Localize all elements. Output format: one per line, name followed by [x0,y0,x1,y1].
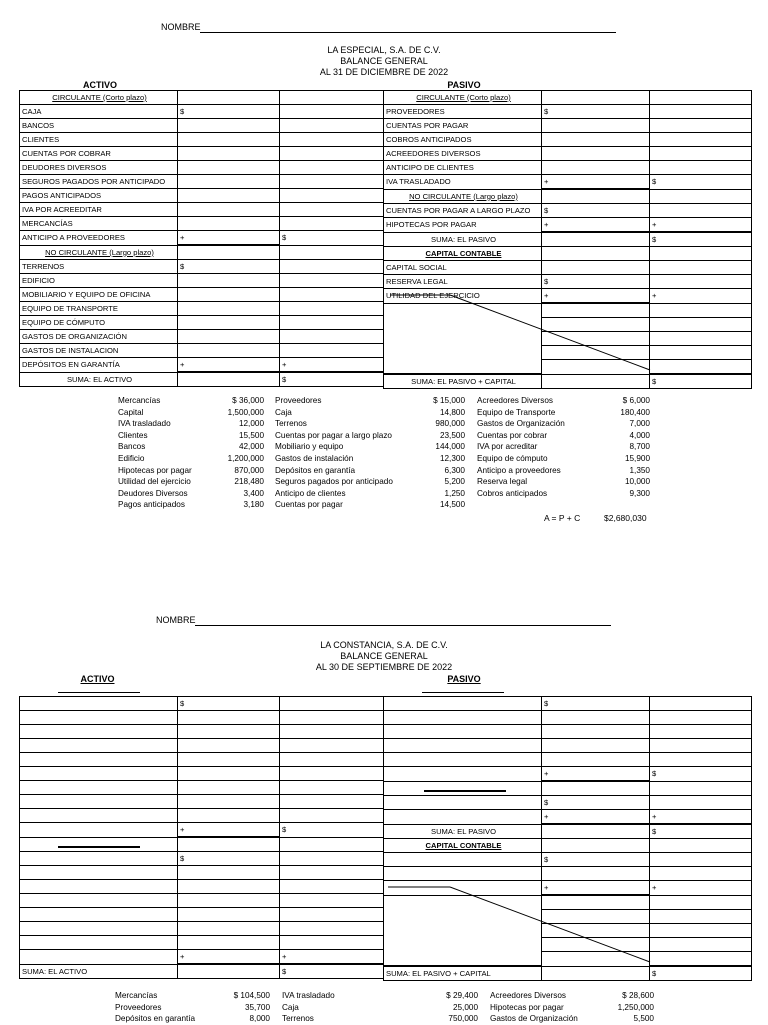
amount-cell[interactable]: + [542,289,650,304]
diagonal-line [384,290,654,380]
activo-row: DEUDORES DIVERSOS [20,161,178,175]
capital-contable-header: CAPITAL CONTABLE [384,247,542,261]
document-title-2: BALANCE GENERAL [340,651,428,661]
cell[interactable] [178,894,280,908]
company-name-2: LA CONSTANCIA, S.A. DE C.V. [320,640,448,650]
cell[interactable] [178,809,280,823]
cell[interactable] [280,316,384,330]
amount-cell[interactable]: + [178,358,280,373]
pasivo-row: CUENTAS POR PAGAR A LARGO PLAZO [384,204,542,218]
activo-row: EDIFICIO [20,274,178,288]
total-cell[interactable]: $ [650,966,752,981]
cell[interactable] [280,767,384,781]
cell[interactable] [280,908,384,922]
amount-cell[interactable]: $ [280,231,384,246]
cell[interactable] [20,880,178,894]
cell[interactable] [280,288,384,302]
list-item: Utilidad del ejercicio 218,480 [118,477,264,487]
cell[interactable] [178,316,280,330]
cell[interactable] [178,711,280,725]
cell[interactable] [542,867,650,881]
list-item: Depósitos en garantía 8,000 [115,1014,270,1024]
cell[interactable] [280,922,384,936]
suma-pasivo-label-2: SUMA: EL PASIVO [384,824,542,839]
amount-cell[interactable]: + [542,881,650,896]
amount-cell[interactable]: + [650,218,752,233]
amount-cell[interactable]: $ [178,852,280,866]
cell[interactable] [542,232,650,247]
cell[interactable] [280,697,384,711]
amount-cell[interactable]: + [542,175,650,190]
list-item: Acreedores Diversos $ 6,000 [477,396,650,405]
cell[interactable] [20,809,178,823]
cell[interactable] [20,725,178,739]
pasivo-row: CUENTAS POR PAGAR [384,119,542,133]
activo-table [19,90,384,387]
cell[interactable] [280,189,384,203]
activo-row: CAJA [20,105,178,119]
list-item: Caja 25,000 [282,1002,478,1012]
cell[interactable] [20,711,178,725]
cell[interactable] [650,753,752,767]
suma-pasivo-capital-label-2: SUMA: EL PASIVO + CAPITAL [384,966,542,981]
section-bar [58,846,140,848]
activo-row: MOBILIARIO Y EQUIPO DE OFICINA [20,288,178,302]
total-cell[interactable]: $ [650,824,752,839]
underline-bar [422,692,504,693]
activo-row: EQUIPO DE TRANSPORTE [20,302,178,316]
cell[interactable] [20,908,178,922]
cell[interactable] [650,910,752,924]
pasivo-row: HIPOTECAS POR PAGAR [384,218,542,233]
list-item: Anticipo de clientes 1,250 [275,488,465,498]
data-list-1 [118,395,264,511]
cell[interactable] [280,91,384,105]
cell[interactable] [280,795,384,809]
capital-row: RESERVA LEGAL [384,275,542,289]
list-item: Caja 14,800 [275,407,465,417]
cell[interactable] [178,922,280,936]
cell[interactable] [280,302,384,316]
cell[interactable] [178,908,280,922]
amount-cell[interactable]: $ [650,175,752,190]
list-item: Pagos anticipados 3,180 [118,500,264,510]
cell[interactable] [542,161,650,175]
activo-no-circulante-header: NO CIRCULANTE (Largo plazo) [20,245,178,260]
activo-row: TERRENOS [20,260,178,274]
capital-row: UTILIDAD DEL EJERCICIO [384,289,542,304]
list-item: Cuentas por cobrar 4,000 [477,430,650,440]
list-item: IVA trasladado $ 29,400 [282,991,478,1000]
nombre-label-2: NOMBRE [156,615,196,625]
cell[interactable] [650,938,752,952]
cell[interactable] [280,147,384,161]
activo-row: MERCANCÍAS [20,217,178,231]
cell[interactable] [178,936,280,950]
cell[interactable] [384,810,542,825]
nombre-label: NOMBRE [161,22,201,32]
document-date-2: AL 30 DE SEPTIEMBRE DE 2022 [315,662,453,672]
amount-cell[interactable]: $ [650,767,752,782]
equation: A = P + C [544,513,581,523]
cell[interactable] [650,204,752,218]
cell[interactable] [542,147,650,161]
pasivo-title: PASIVO [447,80,481,90]
list-item: Deudores Diversos 3,400 [118,488,264,498]
pasivo-row: COBROS ANTICIPADOS [384,133,542,147]
cell[interactable] [280,852,384,866]
amount-cell[interactable]: + [542,218,650,233]
cell[interactable] [280,894,384,908]
cell[interactable] [20,866,178,880]
cell[interactable] [384,753,542,767]
list-item: Proveedores $ 15,000 [275,396,465,405]
cell[interactable] [384,711,542,725]
data-list-2-1 [115,990,270,1025]
cell[interactable] [650,346,752,360]
cell[interactable] [280,175,384,189]
amount-cell[interactable]: + [650,881,752,896]
list-item: Equipo de Transporte 180,400 [477,407,650,417]
list-item: IVA trasladado 12,000 [118,419,264,429]
activo-row: DEPÓSITOS EN GARANTÍA [20,358,178,373]
list-item: Cuentas por pagar a largo plazo 23,500 [275,430,465,440]
cell[interactable] [542,753,650,767]
amount-cell[interactable]: + [542,810,650,825]
cell[interactable] [650,952,752,967]
cell[interactable] [650,697,752,711]
cell[interactable] [280,119,384,133]
nombre-line-2 [195,615,611,626]
cell[interactable] [650,189,752,204]
cell[interactable] [178,274,280,288]
cell[interactable] [178,344,280,358]
activo-row: PAGOS ANTICIPADOS [20,189,178,203]
amount-cell[interactable]: $ [542,105,650,119]
suma-activo-label-2: SUMA: EL ACTIVO [20,964,178,979]
cell[interactable] [280,161,384,175]
cell[interactable] [178,175,280,189]
list-item: Mercancías $ 36,000 [118,396,264,405]
cell[interactable] [280,880,384,894]
amount-cell[interactable]: + [650,289,752,304]
diagonal-line-2 [384,882,654,972]
cell[interactable] [384,767,542,782]
cell[interactable] [650,796,752,810]
data-list-3 [477,395,650,499]
activo-title-2: ACTIVO [80,674,115,684]
cell[interactable] [20,739,178,753]
cell[interactable] [178,781,280,795]
cell[interactable] [542,839,650,853]
cell[interactable] [178,119,280,133]
cell[interactable] [384,796,542,810]
list-item: Mobiliario y equipo 144,000 [275,442,465,452]
cell[interactable] [280,711,384,725]
cell[interactable] [650,261,752,275]
cell[interactable] [650,133,752,147]
suma-pasivo-capital-label: SUMA: EL PASIVO + CAPITAL [384,374,542,389]
activo-row: CLIENTES [20,133,178,147]
list-item: Hipotecas por pagar 1,250,000 [490,1002,654,1012]
cell[interactable] [178,133,280,147]
cell[interactable] [280,753,384,767]
cell[interactable] [280,809,384,823]
cell[interactable] [178,795,280,809]
capital-row: CAPITAL SOCIAL [384,261,542,275]
cell[interactable] [20,781,178,795]
pasivo-row: PROVEEDORES [384,105,542,119]
list-item: Mercancías $ 104,500 [115,991,270,1000]
cell[interactable] [650,91,752,105]
cell[interactable] [650,711,752,725]
cell[interactable] [280,133,384,147]
document-date: AL 31 DE DICIEMBRE DE 2022 [319,67,449,77]
activo-title: ACTIVO [82,80,117,90]
amount-cell[interactable]: $ [542,853,650,867]
list-item: Clientes 15,500 [118,430,264,440]
activo-table-2 [19,696,384,979]
cell[interactable] [280,105,384,119]
list-item: Reserva legal 10,000 [477,477,650,487]
activo-row: CUENTAS POR COBRAR [20,147,178,161]
cell[interactable] [542,261,650,275]
cell[interactable] [384,853,542,867]
cell[interactable] [178,91,280,105]
list-item: Hipotecas por pagar 870,000 [118,465,264,475]
cell[interactable] [178,189,280,203]
cell[interactable] [542,133,650,147]
cell[interactable] [384,725,542,739]
cell[interactable] [280,936,384,950]
capital-contable-header-2: CAPITAL CONTABLE [384,839,542,853]
activo-row: SEGUROS PAGADOS POR ANTICIPADO [20,175,178,189]
amount-cell[interactable]: + [178,950,280,965]
cell[interactable] [20,922,178,936]
cell[interactable] [384,739,542,753]
list-item: Anticipo a proveedores 1,350 [477,465,650,475]
activo-row: EQUIPO DE CÓMPUTO [20,316,178,330]
list-item: Equipo de cómputo 15,900 [477,453,650,463]
cell[interactable] [178,880,280,894]
cell[interactable] [542,711,650,725]
amount-cell[interactable]: $ [542,697,650,711]
cell[interactable] [650,303,752,318]
underline-bar [58,692,140,693]
cell[interactable] [650,867,752,881]
amount-cell[interactable]: + [178,823,280,838]
cell[interactable] [20,697,178,711]
list-item: Depósitos en garantía 6,300 [275,465,465,475]
list-item: IVA por acreditar 8,700 [477,442,650,452]
nombre-line [200,22,616,33]
cell[interactable] [178,302,280,316]
list-item: Gastos de instalación 12,300 [275,453,465,463]
amount-cell[interactable]: + [280,950,384,965]
cell[interactable] [178,753,280,767]
activo-circulante-header: CIRCULANTE (Corto plazo) [20,91,178,105]
cell[interactable] [542,824,650,839]
cell[interactable] [178,203,280,217]
amount-cell[interactable]: $ [280,823,384,838]
list-item: Seguros pagados por anticipado 5,200 [275,477,465,487]
activo-row: ANTICIPO A PROVEEDORES [20,231,178,246]
list-item: Cuentas por pagar 14,500 [275,500,465,510]
cell[interactable] [20,894,178,908]
data-list-2-3 [490,990,654,1025]
cell[interactable] [20,767,178,781]
amount-cell[interactable]: $ [542,204,650,218]
cell[interactable] [384,697,542,711]
cell[interactable] [650,781,752,796]
cell[interactable] [542,91,650,105]
cell[interactable] [650,119,752,133]
activo-row: GASTOS DE ORGANIZACIÓN [20,330,178,344]
amount-cell[interactable]: $ [542,275,650,289]
pasivo-row: ACREEDORES DIVERSOS [384,147,542,161]
document-title: BALANCE GENERAL [340,56,428,66]
cell[interactable] [542,119,650,133]
total-cell[interactable]: $ [280,964,384,979]
equation-total: $2,680,030 [604,513,647,523]
cell[interactable] [650,161,752,175]
cell[interactable] [178,245,280,260]
suma-pasivo-label: SUMA: EL PASIVO [384,232,542,247]
activo-row: IVA POR ACREEDITAR [20,203,178,217]
amount-cell[interactable]: $ [178,260,280,274]
list-item: Cobros anticipados 9,300 [477,488,650,498]
pasivo-circulante-header: CIRCULANTE (Corto plazo) [384,91,542,105]
amount-cell[interactable]: + [280,358,384,373]
cell[interactable] [280,203,384,217]
cell[interactable] [542,725,650,739]
cell[interactable] [650,318,752,332]
cell[interactable] [280,866,384,880]
section-bar [424,790,506,792]
company-name: LA ESPECIAL, S.A. DE C.V. [327,45,441,55]
cell[interactable] [280,330,384,344]
list-item: Bancos 42,000 [118,442,264,452]
cell[interactable] [650,895,752,910]
cell[interactable] [650,105,752,119]
data-list-2 [275,395,465,511]
cell[interactable] [650,924,752,938]
cell[interactable] [20,837,178,852]
cell[interactable] [650,839,752,853]
amount-cell[interactable]: + [650,810,752,825]
cell[interactable] [280,837,384,852]
cell[interactable] [280,260,384,274]
cell[interactable] [178,288,280,302]
data-list-2-2 [282,990,478,1025]
cell[interactable] [20,852,178,866]
list-item: Acreedores Diversos $ 28,600 [490,991,654,1000]
cell[interactable] [178,964,280,979]
cell[interactable] [178,330,280,344]
cell[interactable] [650,360,752,375]
cell[interactable] [280,274,384,288]
cell[interactable] [178,147,280,161]
cell[interactable] [178,837,280,852]
cell[interactable] [178,866,280,880]
pasivo-no-circulante-header: NO CIRCULANTE (Largo plazo) [384,189,542,204]
cell[interactable] [20,795,178,809]
list-item: Gastos de Organización 5,500 [490,1014,654,1024]
total-cell[interactable]: $ [650,232,752,247]
cell[interactable] [650,332,752,346]
cell[interactable] [178,372,280,387]
cell[interactable] [542,739,650,753]
cell[interactable] [280,245,384,260]
cell[interactable] [20,950,178,965]
cell[interactable] [20,753,178,767]
cell[interactable] [650,247,752,261]
cell[interactable] [280,781,384,795]
total-cell[interactable]: $ [280,372,384,387]
cell[interactable] [280,725,384,739]
cell[interactable] [542,781,650,796]
cell[interactable] [178,725,280,739]
cell[interactable] [280,217,384,231]
cell[interactable] [384,867,542,881]
activo-row: BANCOS [20,119,178,133]
cell[interactable] [650,725,752,739]
cell[interactable] [542,247,650,261]
cell[interactable] [542,189,650,204]
cell[interactable] [650,853,752,867]
list-item: Capital 1,500,000 [118,407,264,417]
list-item: Terrenos 750,000 [282,1014,478,1024]
cell[interactable] [650,147,752,161]
list-item: Gastos de Organización 7,000 [477,419,650,429]
cell[interactable] [178,161,280,175]
cell[interactable] [178,217,280,231]
cell[interactable] [280,344,384,358]
list-item: Proveedores 35,700 [115,1002,270,1012]
amount-cell[interactable]: $ [542,796,650,810]
cell[interactable] [650,275,752,289]
amount-cell[interactable]: $ [178,105,280,119]
cell[interactable] [650,739,752,753]
cell[interactable] [20,936,178,950]
list-item: Terrenos 980,000 [275,419,465,429]
cell[interactable] [178,767,280,781]
cell[interactable] [20,823,178,838]
pasivo-title-2: PASIVO [447,674,481,684]
list-item: Edificio 1,200,000 [118,453,264,463]
pasivo-row: ANTICIPO DE CLIENTES [384,161,542,175]
total-cell[interactable]: $ [650,374,752,389]
amount-cell[interactable]: $ [178,697,280,711]
cell[interactable] [280,739,384,753]
pasivo-row: IVA TRASLADADO [384,175,542,190]
cell[interactable] [178,739,280,753]
amount-cell[interactable]: + [542,767,650,782]
suma-activo-label: SUMA: EL ACTIVO [20,372,178,387]
activo-row: GASTOS DE INSTALACION [20,344,178,358]
amount-cell[interactable]: + [178,231,280,246]
cell[interactable] [384,781,542,796]
